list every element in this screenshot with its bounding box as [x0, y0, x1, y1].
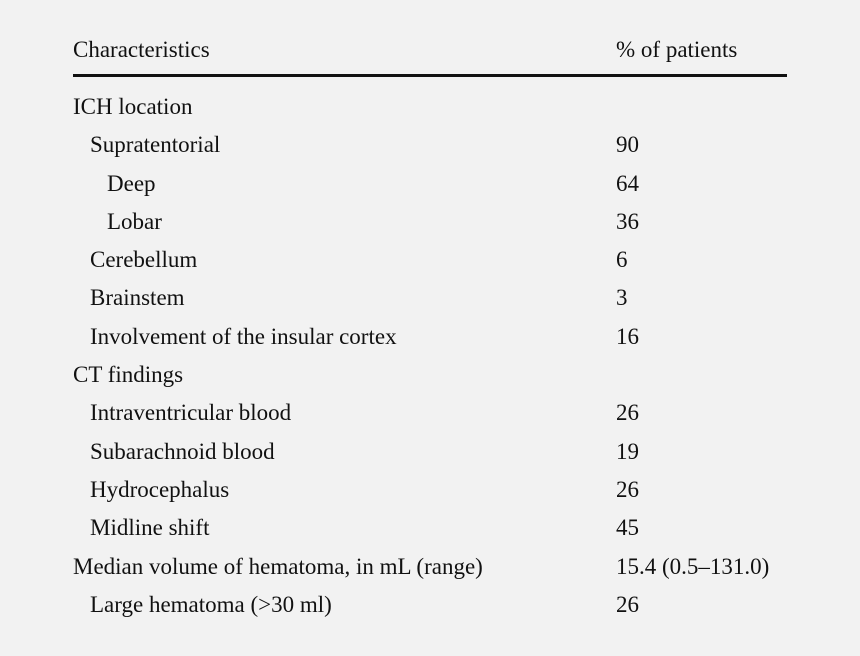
row-value: 19 [616, 438, 639, 464]
table-row [73, 513, 787, 551]
row-label: Supratentorial [90, 132, 221, 158]
row-value: 16 [616, 323, 639, 349]
row-label: Subarachnoid blood [90, 438, 275, 464]
row-label: Brainstem [90, 285, 185, 311]
row-label: Large hematoma (>30 ml) [90, 591, 332, 617]
row-value: 15.4 (0.5–131.0) [616, 553, 770, 579]
row-value: 3 [616, 285, 628, 311]
table-row [73, 322, 787, 360]
row-value: 6 [616, 247, 628, 273]
table-row [73, 552, 787, 590]
row-label: ICH location [73, 94, 193, 119]
row-label: Involvement of the insular cortex [90, 323, 397, 349]
characteristics-table [73, 30, 787, 628]
row-value: 45 [616, 515, 639, 541]
table-body [73, 77, 787, 628]
row-value: 64 [616, 170, 639, 196]
row-value: 26 [616, 476, 639, 502]
table-row [73, 437, 787, 475]
table-header-row [73, 30, 787, 77]
row-value: 36 [616, 208, 639, 234]
row-label: Median volume of hematoma, in mL (range) [73, 553, 483, 579]
table-row [73, 130, 787, 168]
row-value: 26 [616, 400, 639, 426]
table-row [73, 92, 787, 130]
table-row [73, 283, 787, 321]
row-label: Intraventricular blood [90, 400, 292, 426]
row-label: CT findings [73, 362, 184, 388]
table-row [73, 590, 787, 628]
header-characteristics: Characteristics [73, 37, 210, 62]
row-label: Cerebellum [90, 247, 198, 273]
row-value: 90 [616, 132, 639, 158]
row-value: 26 [616, 591, 639, 617]
table-row [73, 475, 787, 513]
row-label: Lobar [107, 208, 162, 234]
row-label: Deep [107, 170, 156, 196]
header-percent-of-patients: % of patients [616, 37, 738, 62]
table-row [73, 207, 787, 245]
table-row [73, 245, 787, 283]
table-row [73, 169, 787, 207]
table-row [73, 398, 787, 436]
row-label: Midline shift [90, 515, 210, 541]
row-label: Hydrocephalus [90, 476, 230, 502]
table-row [73, 360, 787, 398]
